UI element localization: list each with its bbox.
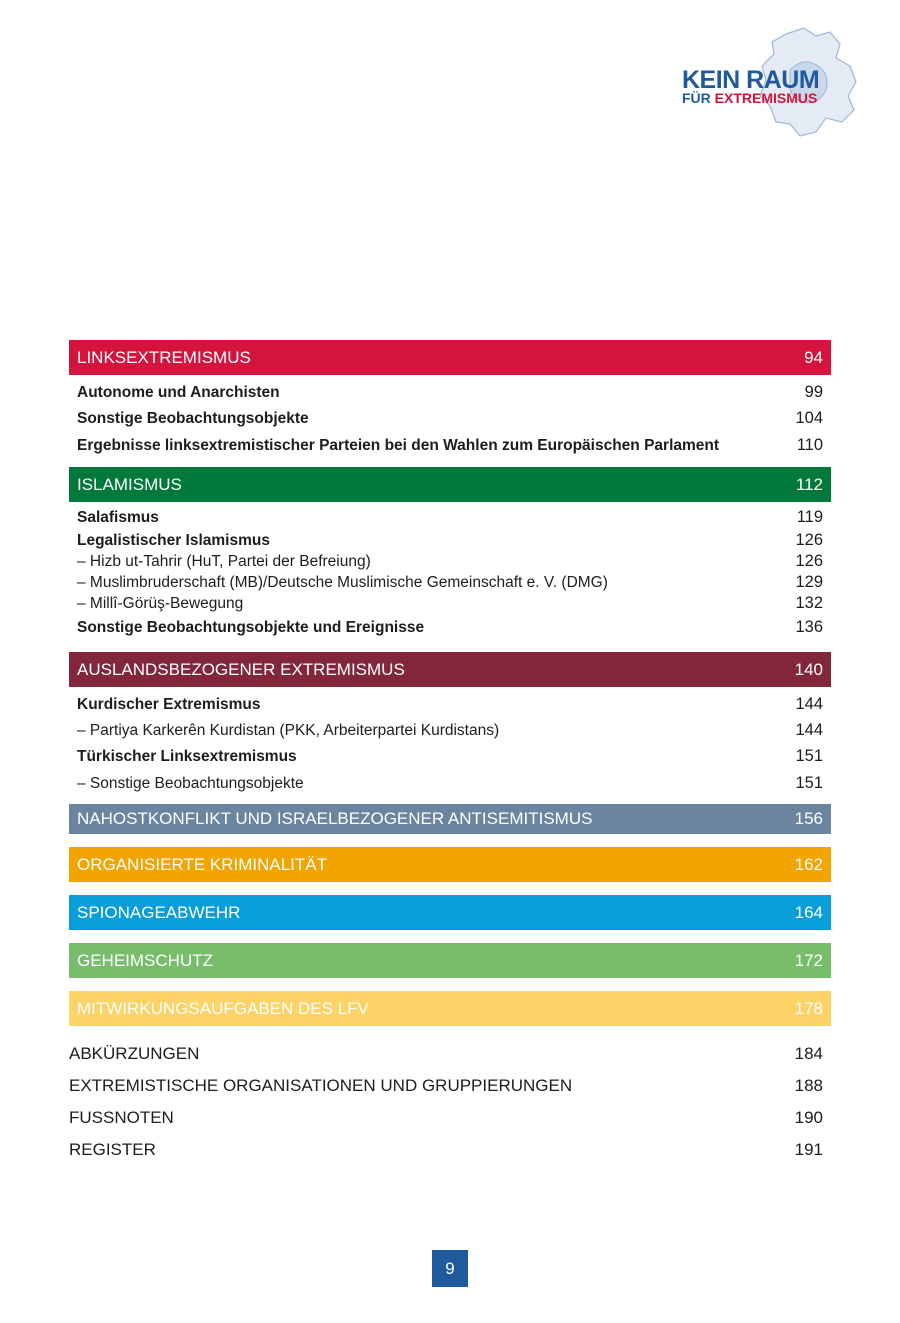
toc-item[interactable] [69,571,831,592]
logo-line2-fur: FÜR [682,90,711,106]
section-header-linksextremismus[interactable] [69,340,831,375]
toc-item-page: 126 [795,552,823,570]
toc-item[interactable] [69,375,831,402]
section-title: SPIONAGEABWEHR [77,902,241,922]
section-header-organisierte-kriminalitaet[interactable] [69,847,831,882]
toc-item-label: Salafismus [77,509,159,526]
logo [676,26,866,141]
toc-item[interactable] [69,402,831,428]
toc-item[interactable] [69,550,831,571]
section-header-islamismus[interactable] [69,467,831,502]
toc-item[interactable] [69,613,831,637]
section-title: GEHEIMSCHUTZ [77,950,213,970]
section-title: NAHOSTKONFLIKT UND ISRAELBEZOGENER ANTISEMITISMUS [77,809,593,828]
table-of-contents [69,340,831,1172]
toc-item[interactable] [69,527,831,550]
toc-item-label: Sonstige Beobachtungsobjekte und Ereignisse [77,619,425,636]
appendix-item[interactable] [69,1140,831,1172]
page-number: 9 [432,1250,468,1287]
section-page: 94 [804,347,823,367]
toc-item[interactable] [69,502,831,527]
section-page: 112 [795,474,823,494]
toc-item-label: Türkischer Linksextremismus [77,748,297,765]
appendix-item-page: 184 [794,1044,823,1063]
section-header-mitwirkungsaufgaben[interactable] [69,991,831,1026]
toc-item-label: – Partiya Karkerên Kurdistan (PKK, Arbeiterpartei Kurdistans) [77,722,500,739]
appendix-item-label: ABKÜRZUNGEN [69,1044,200,1063]
section-title: MITWIRKUNGSAUFGABEN DES LFV [77,998,369,1018]
section-header-auslandsbezogener-extremismus[interactable] [69,652,831,687]
section-title: ISLAMISMUS [77,474,182,494]
appendix-item-label: REGISTER [69,1140,156,1159]
section-page: 178 [794,998,823,1018]
logo-line1: KEIN RAUM [682,66,820,94]
logo-line2 [682,90,817,106]
toc-item-label: – Muslimbruderschaft (MB)/Deutsche Muslimische Gemeinschaft e. V. (DMG) [77,574,608,591]
appendix-list [69,1044,831,1172]
section-page: 156 [794,809,823,828]
appendix-item-page: 191 [794,1140,823,1159]
toc-item[interactable] [69,687,831,714]
toc-item[interactable] [69,740,831,766]
appendix-item-page: 190 [794,1108,823,1127]
section-page: 162 [794,854,823,874]
toc-item-label: Legalistischer Islamismus [77,532,270,549]
section-header-nahostkonflikt[interactable] [69,804,831,834]
toc-item-page: 104 [795,409,823,427]
section-title: ORGANISIERTE KRIMINALITÄT [77,854,328,874]
toc-item[interactable] [69,428,831,455]
appendix-item-page: 188 [794,1076,823,1095]
section-page: 164 [794,902,823,922]
toc-item-label: Kurdischer Extremismus [77,696,261,713]
logo-line2-extremismus: EXTREMISMUS [714,90,818,106]
toc-item-page: 110 [796,436,823,454]
section-page: 172 [794,950,823,970]
appendix-item-label: EXTREMISTISCHE ORGANISATIONEN UND GRUPPIERUNGEN [69,1076,573,1095]
toc-item-page: 144 [795,721,823,739]
section-header-geheimschutz[interactable] [69,943,831,978]
toc-item-label: – Sonstige Beobachtungsobjekte [77,775,304,792]
section-title: AUSLANDSBEZOGENER EXTREMISMUS [77,659,405,679]
appendix-item[interactable] [69,1076,831,1108]
toc-item-page: 126 [795,531,823,549]
section-header-spionageabwehr[interactable] [69,895,831,930]
toc-item-label: Ergebnisse linksextremistischer Parteien bei den Wahlen zum Europäischen Parlament [77,437,720,454]
section-title: LINKSEXTREMISMUS [77,347,251,367]
toc-item[interactable] [69,714,831,740]
appendix-item-label: FUSSNOTEN [69,1108,174,1127]
toc-item-page: 136 [795,618,823,636]
toc-item-page: 151 [795,774,823,792]
toc-item[interactable] [69,592,831,613]
toc-item-page: 99 [804,383,823,401]
toc-item-page: 132 [795,594,823,612]
toc-item-label: – Hizb ut-Tahrir (HuT, Partei der Befreiung) [77,553,371,570]
toc-item-page: 119 [796,508,823,526]
toc-item-page: 129 [795,573,823,591]
appendix-item[interactable] [69,1044,831,1076]
toc-item-page: 144 [795,695,823,713]
appendix-item[interactable] [69,1108,831,1140]
toc-item-page: 151 [795,747,823,765]
section-page: 140 [794,659,823,679]
toc-item-label: Sonstige Beobachtungsobjekte [77,410,309,427]
toc-item[interactable] [69,766,831,793]
toc-item-label: – Millî-Görüş-Bewegung [77,595,244,612]
toc-item-label: Autonome und Anarchisten [77,384,280,401]
